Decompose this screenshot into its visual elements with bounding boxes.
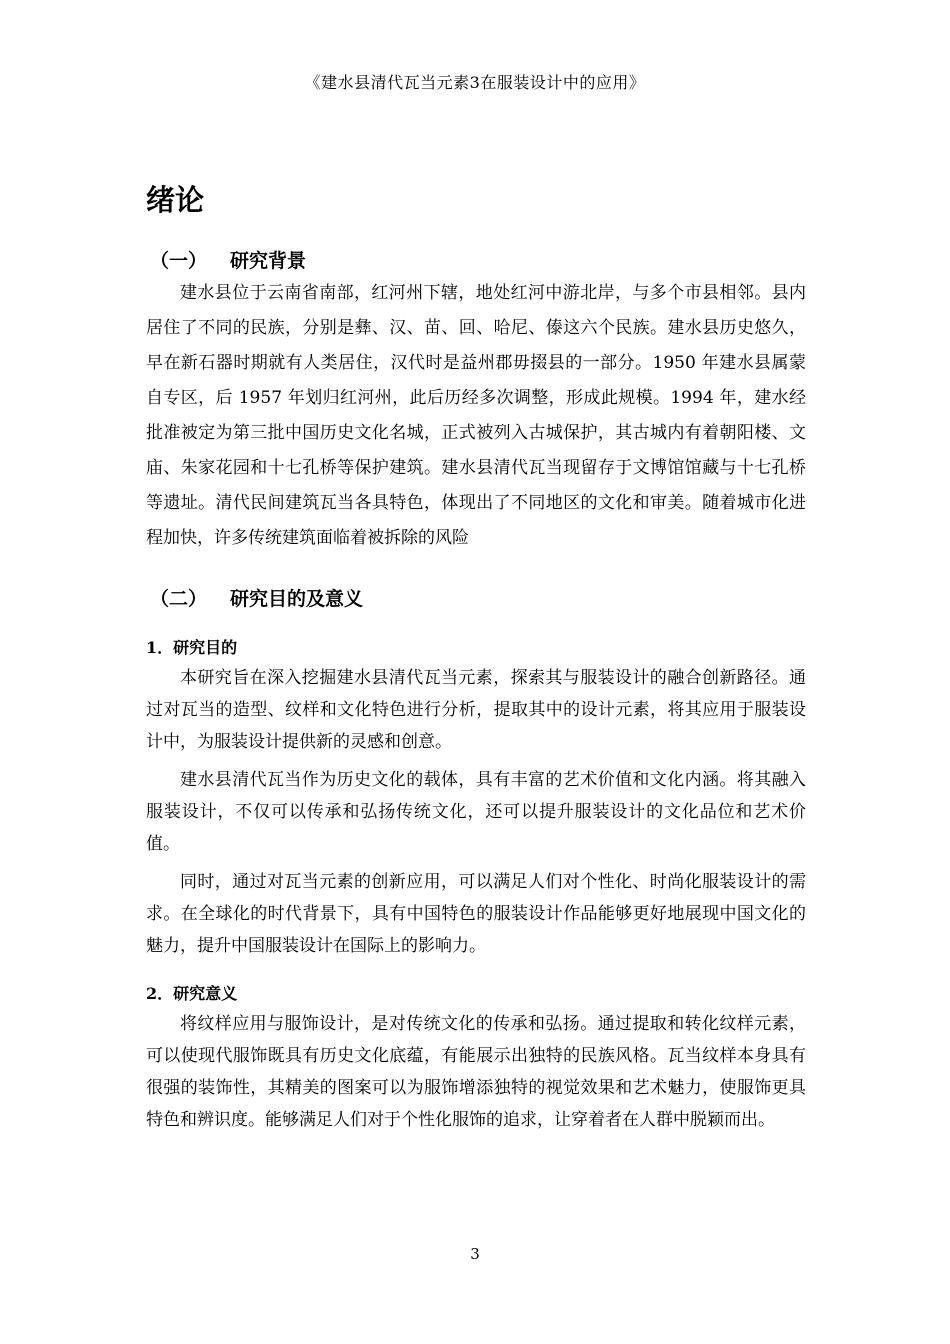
section-title: 研究目的及意义 [230,588,364,610]
section-title: 研究背景 [230,250,307,272]
purpose-paragraph-2: 建水县清代瓦当作为历史文化的载体，具有丰富的艺术价值和文化内涵。将其融入服装设计，不仅可以传承和弘扬传统文化，还可以提升服装设计的文化品位和艺术价值。 [146,770,806,854]
section-number: （一） [150,250,208,272]
significance-paragraph: 将纹样应用与服饰设计，是对传统文化的传承和弘扬。通过提取和转化纹样元素，可以使现代服饰既具有历史文化底蕴，有能展示出独特的民族风格。瓦当纹样本身具有很强的装饰性，其精美的图案可以为服饰增添独特的视觉效果和艺术魅力，使服饰更具特色和辨识度。能够满足人们对于个性化服饰的追求，让穿着者在人群中脱颖而出。 [146,1014,806,1130]
section-number: （二） [150,588,208,610]
page-number: 3 [470,1245,480,1263]
document-body [146,176,806,1136]
chapter-title: 绪论 [146,183,205,217]
section-heading-purpose [146,584,806,614]
purpose-paragraph-3: 同时，通过对瓦当元素的创新应用，可以满足人们对个性化、时尚化服装设计的需求。在全球化的时代背景下，具有中国特色的服装设计作品能够更好地展现中国文化的魅力，提升中国服装设计在国际上的影响力。 [146,872,806,956]
subsection-heading-significance: 2．研究意义 [146,984,238,1003]
running-header: 《建水县清代瓦当元素3在服装设计中的应用》 [304,73,646,92]
section-heading-background [146,246,806,276]
subsection-heading-purpose: 1．研究目的 [146,638,238,657]
purpose-paragraph-1: 本研究旨在深入挖掘建水县清代瓦当元素，探索其与服装设计的融合创新路径。通过对瓦当的造型、纹样和文化特色进行分析，提取其中的设计元素，将其应用于服装设计中，为服装设计提供新的灵感和创意。 [146,668,806,752]
background-paragraph: 建水县位于云南省南部，红河州下辖，地处红河中游北岸，与多个市县相邻。县内居住了不同的民族，分别是彝、汉、苗、回、哈尼、傣这六个民族。建水县历史悠久，早在新石器时期就有人类居住，汉代时是益州郡毋掇县的一部分。1950 年建水县属蒙自专区，后 1957 年划归红河州，此后历经多次调整，形成此规模。1994 年，建水经批准被定为第三批中国历史文化名城，正式被列入古城保护，其古城内有着朝阳楼、文庙、朱家花园和十七孔桥等保护建筑。建水县清代瓦当现留存于文博馆馆藏与十七孔桥等遗址。清代民间建筑瓦当各具特色，体现出了不同地区的文化和审美。随着城市化进程加快，许多传统建筑面临着被拆除的风险 [146,283,806,548]
